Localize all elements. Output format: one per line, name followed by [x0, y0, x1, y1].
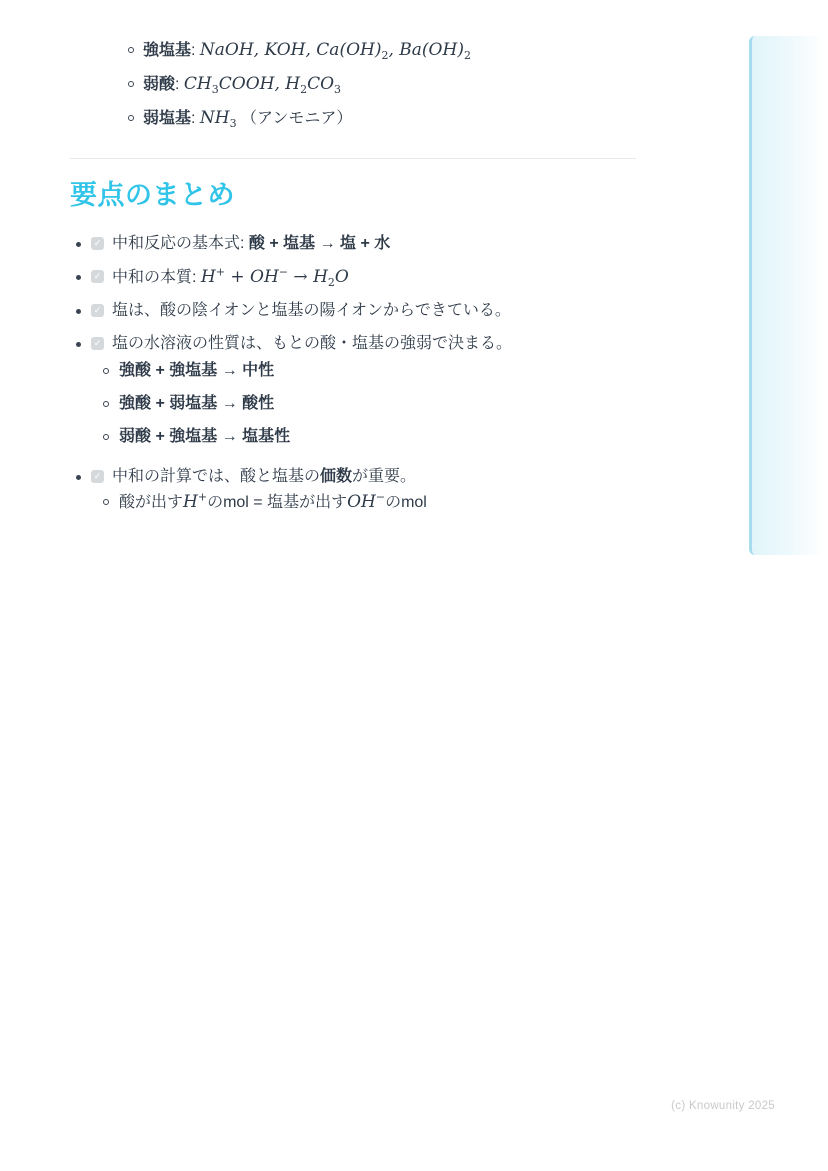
- list-item: [70, 40, 636, 61]
- checklist-item: [70, 234, 636, 254]
- sub-list-item: [103, 492, 636, 513]
- circle-bullet-icon: [103, 499, 109, 505]
- checkbox-checked-icon: [91, 237, 104, 250]
- sub-list-item: [103, 394, 636, 414]
- check-icon: ✓: [93, 271, 102, 281]
- sub-list-item: [103, 361, 636, 381]
- circle-bullet-icon: [128, 47, 134, 53]
- sub-list-item-text: 強酸 + 弱塩基 → 酸性: [119, 395, 275, 412]
- list-item: [70, 74, 636, 95]
- bullet-icon: [76, 475, 81, 480]
- sub-list: [70, 492, 636, 513]
- bullet-icon: [76, 342, 81, 347]
- checklist-item-text: 中和反応の基本式: 酸 + 塩基 → 塩 + 水: [112, 235, 391, 252]
- section-divider: [70, 158, 636, 159]
- check-icon: ✓: [93, 471, 102, 481]
- checklist-item-text: 中和の本質: $H^+ + OH^- \to H_2O$: [112, 265, 349, 290]
- next-page-edge-decoration: [749, 36, 828, 555]
- checklist-item-text: 塩の水溶液の性質は、もとの酸・塩基の強弱で決まる。: [112, 335, 513, 352]
- check-icon: ✓: [93, 238, 102, 248]
- summary-checklist: [70, 234, 636, 513]
- checkbox-checked-icon: [91, 470, 104, 483]
- list-item-text: 強塩基: NaOH, KOH, $Ca(OH)_2$, $Ba(OH)_2$: [143, 40, 471, 63]
- page-content: [70, 40, 636, 526]
- section-heading: 要点のまとめ: [70, 180, 235, 210]
- bullet-icon: [76, 309, 81, 314]
- checklist-item: [70, 467, 636, 513]
- sub-list: [70, 361, 636, 447]
- checklist-item: [70, 301, 636, 321]
- bullet-icon: [76, 275, 81, 280]
- check-icon: ✓: [93, 305, 102, 315]
- checklist-item: [70, 334, 636, 447]
- bullet-icon: [76, 242, 81, 247]
- check-icon: ✓: [93, 338, 102, 348]
- sub-list-item-text: 強酸 + 強塩基 → 中性: [119, 362, 275, 379]
- sub-list-item-text: 酸が出すH+のmol = 塩基が出すOH−のmol: [119, 490, 427, 512]
- checklist-item-text: 塩は、酸の陰イオンと塩基の陽イオンからできている。: [112, 302, 511, 319]
- list-item: [70, 108, 636, 129]
- circle-bullet-icon: [128, 115, 134, 121]
- checklist-item-text: 中和の計算では、酸と塩基の価数が重要。: [112, 468, 417, 485]
- copyright-text: (c) Knowunity 2025: [671, 1100, 775, 1112]
- nested-list-top: [70, 40, 636, 129]
- checkbox-checked-icon: [91, 337, 104, 350]
- list-item-text: 弱塩基: $NH_3$ （アンモニア）: [143, 108, 353, 131]
- checklist-item: [70, 267, 636, 288]
- sub-list-item-text: 弱酸 + 強塩基 → 塩基性: [119, 428, 291, 445]
- circle-bullet-icon: [128, 81, 134, 87]
- checkbox-checked-icon: [91, 304, 104, 317]
- circle-bullet-icon: [103, 401, 109, 407]
- checkbox-checked-icon: [91, 270, 104, 283]
- circle-bullet-icon: [103, 368, 109, 374]
- sub-list-item: [103, 427, 636, 447]
- circle-bullet-icon: [103, 434, 109, 440]
- list-item-text: 弱酸: $CH_3COOH$, $H_2CO_3$: [143, 74, 342, 97]
